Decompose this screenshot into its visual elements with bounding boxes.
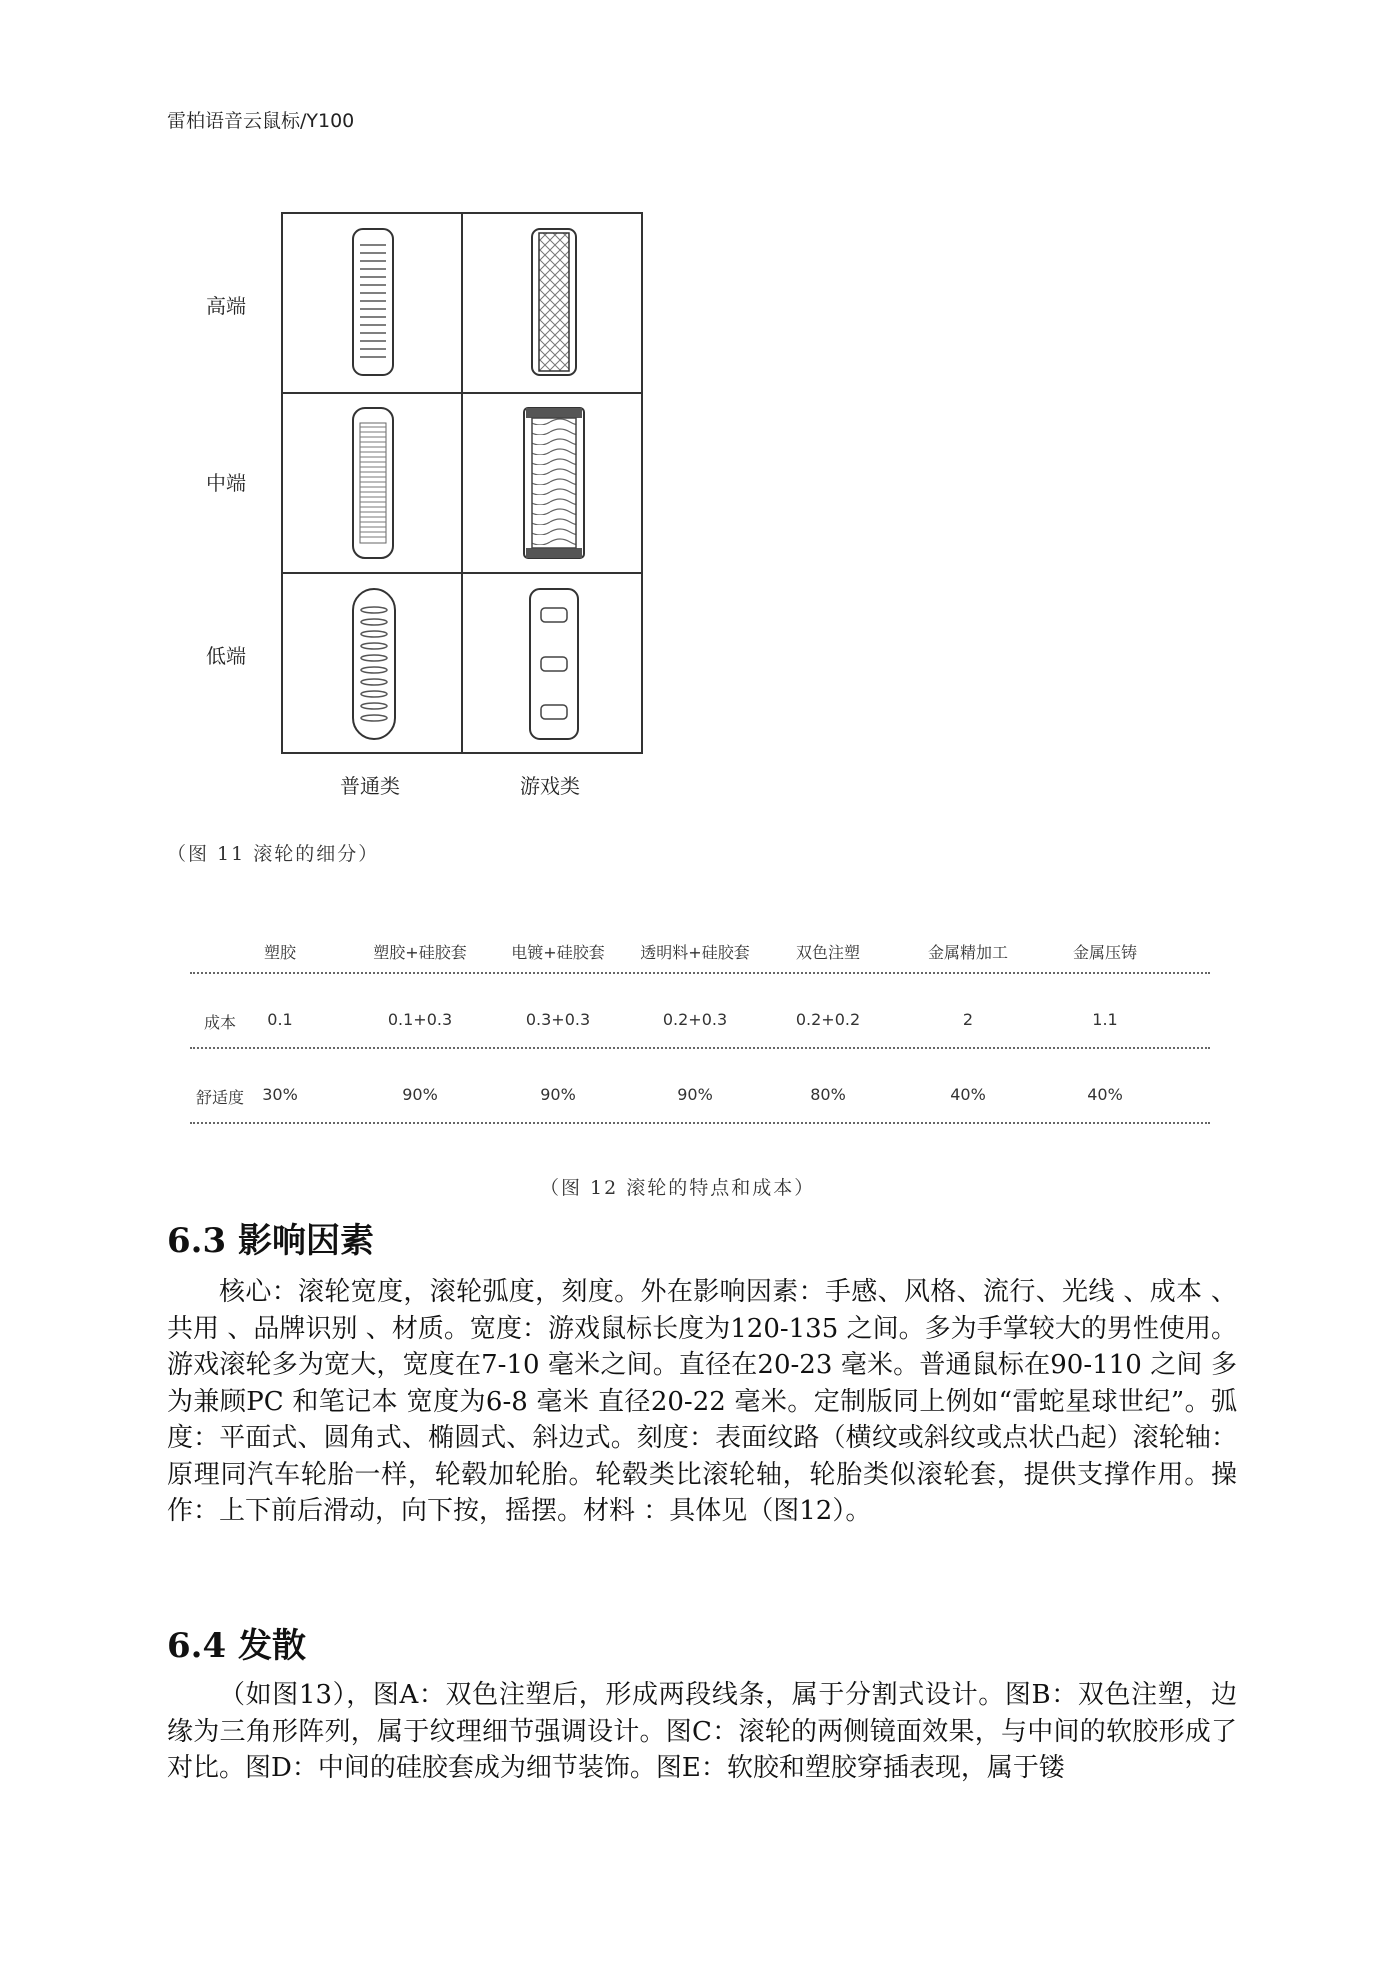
wheel-high-gaming [532,229,576,375]
table-header: 电镀+硅胶套 [511,943,605,962]
section-6-4-body: （如图13），图A：双色注塑后，形成两段线条，属于分割式设计。图B：双色注塑，边缘为三角形阵列，属于纹理细节强调设计。图C：滚轮的两侧镜面效果，与中间的软胶形成了对比。图D：中间的硅胶套成为细节装饰。图E：软胶和塑胶穿插表现，属于镂 [167,1680,1237,1783]
figure-11 [0,0,1400,880]
table-cell: 90% [677,1085,713,1104]
table-cell: 0.2+0.2 [795,1010,861,1029]
table-header: 塑胶 [263,943,296,962]
wheel-high-normal [353,229,393,375]
section-6-4-title: 6.4 发散 [167,1626,306,1666]
col-label-gaming: 游戏类 [520,774,580,798]
table-cell: 40% [1087,1085,1123,1104]
table-cell: 80% [810,1085,846,1104]
table-header: 塑胶+硅胶套 [373,943,467,962]
table-header: 金属压铸 [1072,943,1137,962]
table-cell: 0.1 [267,1010,293,1029]
table-cell: 1.1 [1092,1010,1118,1029]
table-header: 透明料+硅胶套 [640,943,750,962]
wheel-mid-gaming [524,408,584,558]
table-row-label: 舒适度 [195,1088,244,1107]
table-divider [190,972,1210,974]
wheel-low-gaming [530,589,578,739]
table-row-label: 成本 [203,1013,236,1032]
figure-12-table [180,930,1220,1135]
table-cell: 40% [950,1085,986,1104]
table-cell: 30% [262,1085,298,1104]
table-header: 双色注塑 [795,943,860,962]
scroll-wheel-grid [270,205,650,765]
table-cell: 0.2+0.3 [662,1010,728,1029]
table-cell: 90% [402,1085,438,1104]
table-divider [190,1122,1210,1124]
table-divider [190,1047,1210,1049]
col-label-normal: 普通类 [340,774,400,798]
table-cell: 0.3+0.3 [525,1010,591,1029]
row-label-high: 高端 [206,294,246,318]
wheel-mid-normal [353,408,393,558]
wheel-low-normal [353,589,395,739]
figure-11-caption: （图 11 滚轮的细分） [167,843,380,865]
table-header: 金属精加工 [927,943,1008,962]
page-header: 雷柏语音云鼠标/Y100 [167,110,355,132]
row-label-mid: 中端 [206,471,246,495]
table-cell: 90% [540,1085,576,1104]
row-label-low: 低端 [206,644,246,668]
figure-12-caption: （图 12 滚轮的特点和成本） [540,1177,816,1199]
section-6-3-title: 6.3 影响因素 [167,1221,374,1261]
section-6-3-body: 核心：滚轮宽度，滚轮弧度，刻度。外在影响因素：手感、风格、流行、光线 、成本 、共用 、品牌识别 、材质。宽度：游戏鼠标长度为120-135 之间。多为手掌较大的男性使用。游戏滚轮多为宽大，宽度在7-10 毫米之间。直径在20-23 毫米。普通鼠标在90-110 之间 多为兼顾PC 和笔记本 宽度为6-8 毫米 直径20-22 毫米。定制版同上例如“雷蛇星球世纪”。弧度：平面式、圆角式、椭圆式、斜边式。刻度：表面纹路（横纹或斜纹或点状凸起）滚轮轴：原理同汽车轮胎一样，轮毂加轮胎。轮毂类比滚轮轴，轮胎类似滚轮套，提供支撑作用。操作：上下前后滑动，向下按，摇摆。材料 ：具体见（图12）。 [167,1277,1237,1526]
table-cell: 0.1+0.3 [387,1010,453,1029]
table-cell: 2 [962,1010,974,1029]
